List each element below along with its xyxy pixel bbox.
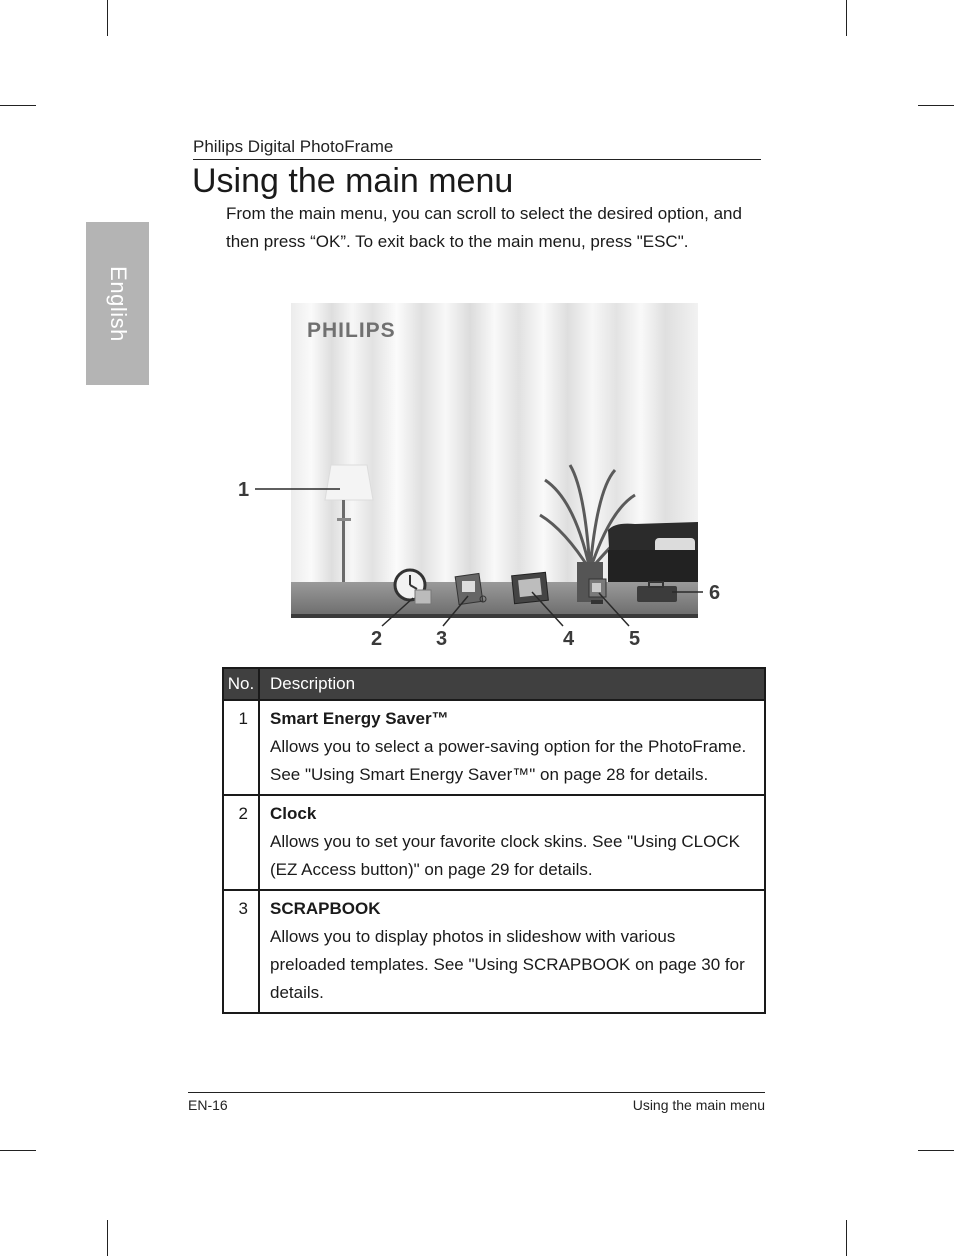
- header-rule: [193, 159, 761, 160]
- table-header-row: [223, 668, 765, 700]
- crop-mark: [918, 105, 954, 106]
- page-title: Using the main menu: [192, 162, 514, 200]
- row-title: Clock: [270, 804, 317, 823]
- row-description: [259, 890, 765, 1013]
- crop-mark: [0, 105, 36, 106]
- footer-rule: [188, 1092, 765, 1093]
- row-description: [259, 700, 765, 795]
- footer-section-title: Using the main menu: [632, 1097, 765, 1113]
- language-tab-label: English: [105, 265, 131, 342]
- crop-mark: [0, 1150, 36, 1151]
- menu-description-table: [222, 667, 766, 1014]
- crop-mark: [918, 1150, 954, 1151]
- floor: [291, 582, 698, 618]
- callout-5: 5: [629, 628, 641, 650]
- row-description: [259, 795, 765, 890]
- row-text: Allows you to display photos in slideshow with various preloaded templates. See "Using SCRAPBOOK on page 30 for details.: [270, 927, 745, 1002]
- table-row: [223, 890, 765, 1013]
- row-title: SCRAPBOOK: [270, 899, 381, 918]
- page-number: EN-16: [188, 1097, 228, 1113]
- language-tab: [86, 222, 149, 385]
- row-number: 3: [223, 890, 259, 1013]
- crop-mark: [107, 1220, 108, 1256]
- running-header: Philips Digital PhotoFrame: [193, 137, 394, 156]
- row-number: 1: [223, 700, 259, 795]
- crop-mark: [846, 0, 847, 36]
- sofa-icon: [608, 522, 698, 582]
- row-text: Allows you to select a power-saving option for the PhotoFrame. See "Using Smart Energy Saver™" on page 28 for details.: [270, 737, 747, 784]
- crop-mark: [107, 0, 108, 36]
- photo-frame-icon: [512, 572, 549, 603]
- callout-4: 4: [563, 628, 575, 650]
- callout-3: 3: [436, 628, 448, 650]
- crop-mark: [846, 1220, 847, 1256]
- philips-logo: PHILIPS: [307, 319, 396, 342]
- row-title: Smart Energy Saver™: [270, 709, 449, 728]
- row-number: 2: [223, 795, 259, 890]
- callout-1: 1: [238, 479, 250, 501]
- table-row: [223, 795, 765, 890]
- row-text: Allows you to set your favorite clock skins. See "Using CLOCK (EZ Access button)" on page 29 for details.: [270, 832, 740, 879]
- table-row: [223, 700, 765, 795]
- floor-edge: [291, 614, 698, 618]
- column-header-description: Description: [259, 668, 765, 700]
- intro-paragraph: From the main menu, you can scroll to select the desired option, and then press “OK”. To exit back to the main menu, press "ESC".: [226, 204, 742, 251]
- column-header-no: No.: [223, 668, 259, 700]
- main-menu-illustration: [225, 300, 745, 655]
- callout-6: 6: [709, 582, 721, 604]
- callout-2: 2: [371, 628, 383, 650]
